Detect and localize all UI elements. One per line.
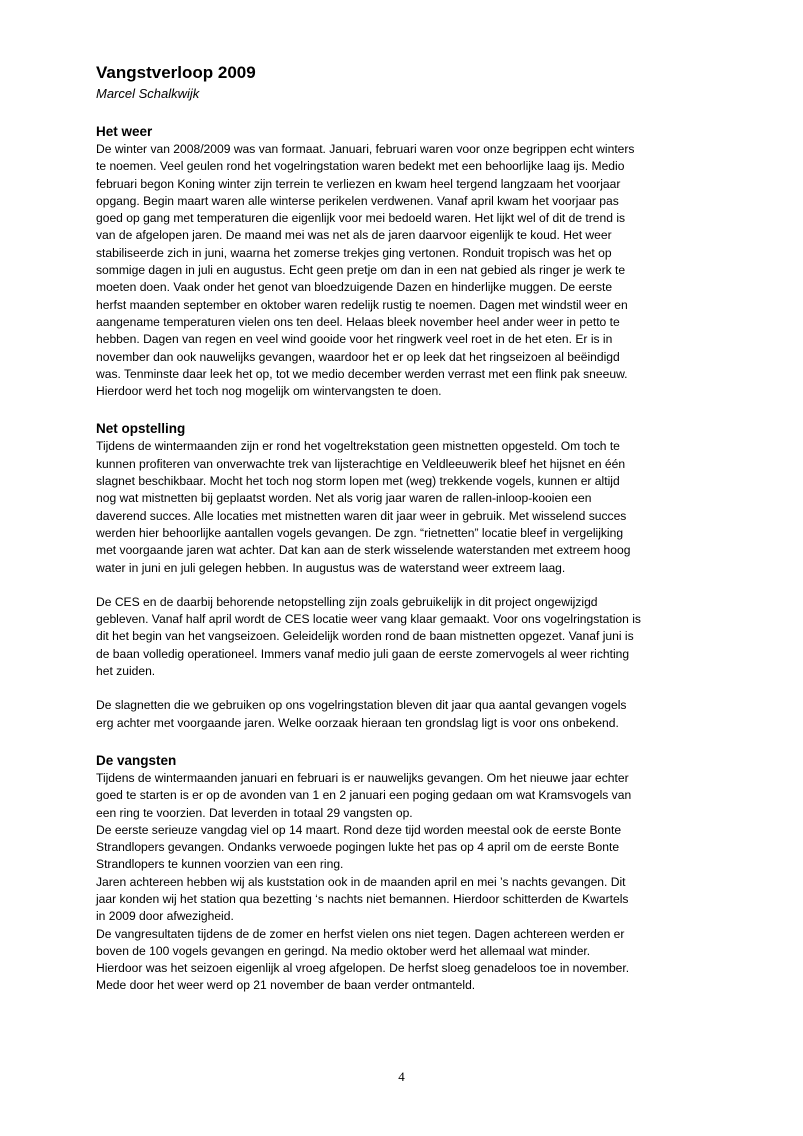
- text-line: te noemen. Veel geulen rond het vogelringstation waren bedekt met een behoorlijke laag ijs. Medio: [96, 159, 625, 174]
- text-line: Tijdens de wintermaanden zijn er rond het vogeltrekstation geen mistnetten opgesteld. Om toch te: [96, 439, 620, 454]
- section-de-vangsten: [96, 751, 716, 995]
- text-line: daverend succes. Alle locaties met mistnetten waren dit jaar weer in gebruik. Met wisselend succes: [96, 508, 627, 523]
- spacer: [96, 400, 716, 419]
- text-line: opgang. Begin maart waren alle winterse perikelen verdwenen. Vanaf april kwam het voorjaar pas: [96, 193, 619, 208]
- text-line: de baan volledig operationeel. Immers vanaf medio juli gaan de eerste zomervogels al weer richting: [96, 646, 630, 661]
- text-line: Mede door het weer werd op 21 november de baan verder ontmanteld.: [96, 978, 476, 993]
- paragraph: [96, 141, 716, 400]
- text-line: Tijdens de wintermaanden januari en februari is er nauwelijks gevangen. Om het nieuwe jaar echter: [96, 770, 629, 785]
- spacer: [96, 732, 716, 751]
- text-line: februari begon Koning winter zijn terrein te verliezen en kwam heel tergend langzaam het voorjaar: [96, 176, 621, 191]
- text-line: kunnen profiteren van onverwachte trek van lijsterachtige en Veldleeuwerik bleef het hijsnet en één: [96, 456, 626, 471]
- text-line: werden hier behoorlijke aantallen vogels gevangen. De zgn. “rietnetten” locatie bleef in vergelijking: [96, 525, 624, 540]
- text-line: goed op gang met temperaturen die eigenlijk voor mei bedoeld waren. Het lijkt wel of dit de trend is: [96, 211, 626, 226]
- text-line: Hierdoor werd het toch nog mogelijk om wintervangsten te doen.: [96, 384, 442, 399]
- section-het-weer: [96, 122, 716, 400]
- text-line: een ring te voorzien. Dat leverden in totaal 29 vangsten op.: [96, 805, 413, 820]
- text-line: goed te starten is er op de avonden van 1 en 2 januari een poging gedaan om wat Kramsvogels van: [96, 788, 632, 803]
- text-line: Hierdoor was het seizoen eigenlijk al vroeg afgelopen. De herfst sloeg genadeloos toe in november.: [96, 961, 630, 976]
- page-number: 4: [398, 1069, 405, 1084]
- text-line: november dan ook nauwelijks gevangen, waardoor het er op leek dat het ringseizoen al beëindigd: [96, 349, 620, 364]
- text-line: slagnet beschikbaar. Mocht het toch nog storm lopen met (weg) trekkende vogels, kunnen er altijd: [96, 474, 620, 489]
- text-line: hebben. Dagen van regen en veel wind gooide voor het ringwerk veel roet in de het eten. Er is in: [96, 332, 613, 347]
- text-line: herfst maanden september en oktober waren redelijk rustig te noemen. Dagen met windstil weer en: [96, 297, 628, 312]
- text-line: jaar konden wij het station qua bezetting ‘s nachts niet bemannen. Hierdoor schitterden de Kwartels: [96, 891, 629, 906]
- text-line: nog wat mistnetten bij geplaatst worden. Net als vorig jaar waren de rallen-inloop-kooien een: [96, 491, 592, 506]
- text-line: De eerste serieuze vangdag viel op 14 maart. Rond deze tijd worden meestal ook de eerste Bonte: [96, 822, 622, 837]
- text-line: het zuiden.: [96, 664, 156, 679]
- text-line: aangename temperaturen vielen ons ten deel. Helaas bleek november heel ander weer in petto te: [96, 314, 620, 329]
- paragraph: [96, 697, 716, 732]
- text-line: dit het begin van het vangseizoen. Geleidelijk worden rond de baan mistnetten opgezet. Vanaf juni is: [96, 629, 634, 644]
- text-line: gebleven. Vanaf half april wordt de CES locatie weer vang klaar gemaakt. Voor ons vogelringstation is: [96, 612, 641, 627]
- section-heading: Net opstelling: [96, 421, 186, 437]
- text-line: Jaren achtereen hebben wij als kuststation ook in de maanden april en mei ’s nachts gevangen. Dit: [96, 874, 626, 889]
- section-heading: Het weer: [96, 124, 153, 139]
- paragraph: [96, 438, 716, 576]
- text-line: De CES en de daarbij behorende netopstelling zijn zoals gebruikelijk in dit project ongewijzigd: [96, 594, 598, 609]
- section-net-opstelling: [96, 419, 716, 731]
- section-heading: De vangsten: [96, 752, 177, 768]
- document-title: Vangstverloop 2009: [96, 63, 256, 82]
- paragraph: [96, 594, 716, 680]
- text-line: erg achter met voorgaande jaren. Welke oorzaak hieraan ten grondslag ligt is voor ons onbekend.: [96, 715, 619, 730]
- text-line: moeten doen. Vaak onder het genot van bloedzuigende Dazen en hinderlijke muggen. De eerste: [96, 280, 613, 295]
- spacer: [96, 103, 716, 122]
- text-line: De slagnetten die we gebruiken op ons vogelringstation bleven dit jaar qua aantal gevangen vogels: [96, 698, 627, 713]
- text-line: was. Tenminste daar leek het op, tot we medio december werden verrast met een flink pak sneeuw.: [96, 366, 628, 381]
- text-line: Strandlopers te kunnen voorzien van een ring.: [96, 857, 344, 872]
- text-line: van de afgelopen jaren. De maand mei was net als de jaren daarvoor eigenlijk te koud. Het weer: [96, 228, 612, 243]
- text-line: water in juni en juli gelegen hebben. In augustus was de waterstand weer extreem laag.: [96, 560, 566, 575]
- text-line: sommige dagen in juli en augustus. Echt geen pretje om dan in een nat gebied als ringer je werk te: [96, 263, 626, 278]
- text-line: De vangresultaten tijdens de de zomer en herfst vielen ons niet tegen. Dagen achtereen werden er: [96, 926, 625, 941]
- text-line: stabiliseerde zich in juni, waarna het zomerse trekjes ging vertonen. Ronduit tropisch was het op: [96, 245, 612, 260]
- spacer: [96, 577, 716, 594]
- text-line: met voorgaande jaren wat achter. Dat kan aan de sterk wisselende waterstanden met extreem hoog: [96, 543, 631, 558]
- document-author: Marcel Schalkwijk: [96, 86, 200, 101]
- paragraph: [96, 770, 716, 995]
- text-line: De winter van 2008/2009 was van formaat. Januari, februari waren voor onze begrippen echt winters: [96, 142, 635, 156]
- text-line: Strandlopers gevangen. Ondanks verwoede pogingen lukte het pas op 4 april om de eerste Bonte: [96, 840, 620, 855]
- spacer: [96, 680, 716, 697]
- document-body: [96, 62, 716, 995]
- text-line: boven de 100 vogels gevangen en geringd. Na medio oktober werd het allemaal wat minder.: [96, 943, 591, 958]
- text-line: in 2009 door afwezigheid.: [96, 909, 234, 924]
